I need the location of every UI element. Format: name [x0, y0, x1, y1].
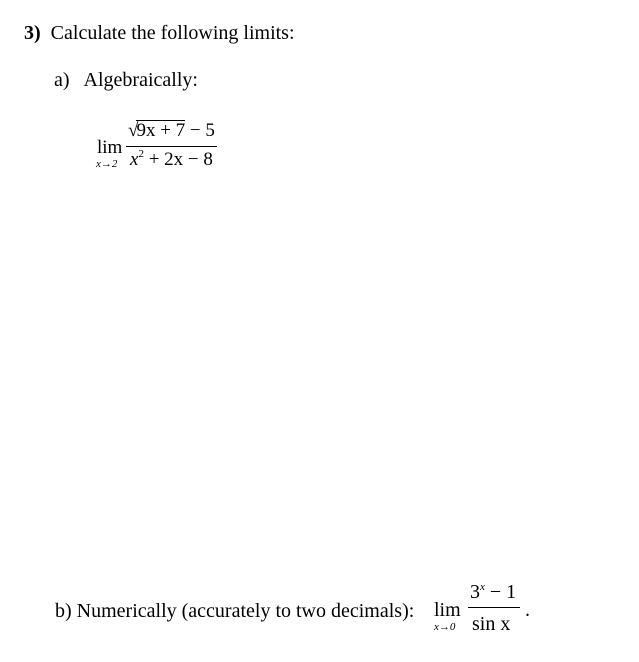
numerator-exponent: x: [480, 581, 485, 593]
part-a-letter: a): [54, 69, 70, 91]
fraction-denominator: sin x: [472, 613, 511, 635]
numerator-rest: − 5: [185, 120, 215, 141]
limit-expression-b: [432, 580, 552, 642]
part-b-heading: b) Numerically (accurately to two decimals):: [55, 600, 415, 622]
radicand: 9x + 7: [136, 120, 186, 141]
fraction-numerator: [128, 120, 215, 142]
part-a-label: Algebraically:: [83, 69, 198, 91]
limit-expression-a: [92, 118, 232, 178]
question-number: 3): [24, 22, 41, 44]
lim-operator: lim: [97, 137, 123, 158]
fraction-denominator: [130, 149, 213, 171]
numerator-base: 3: [470, 581, 480, 603]
lim-subscript: x→2: [96, 158, 118, 170]
lim-subscript: x→0: [434, 621, 456, 633]
lim-operator: lim: [434, 599, 461, 621]
fraction-bar: [468, 607, 520, 608]
question-heading: [24, 20, 295, 46]
denominator-rest: + 2x − 8: [143, 149, 213, 170]
sqrt-icon: √: [128, 120, 139, 141]
denominator-variable: x: [130, 149, 139, 170]
fraction-numerator: [470, 580, 516, 604]
fraction-bar: [126, 146, 217, 147]
terminator: .: [525, 599, 530, 621]
denominator-exponent: 2: [138, 148, 144, 160]
question-title: Calculate the following limits:: [50, 22, 295, 44]
part-a-heading: [54, 67, 198, 93]
numerator-rest: − 1: [484, 581, 517, 603]
